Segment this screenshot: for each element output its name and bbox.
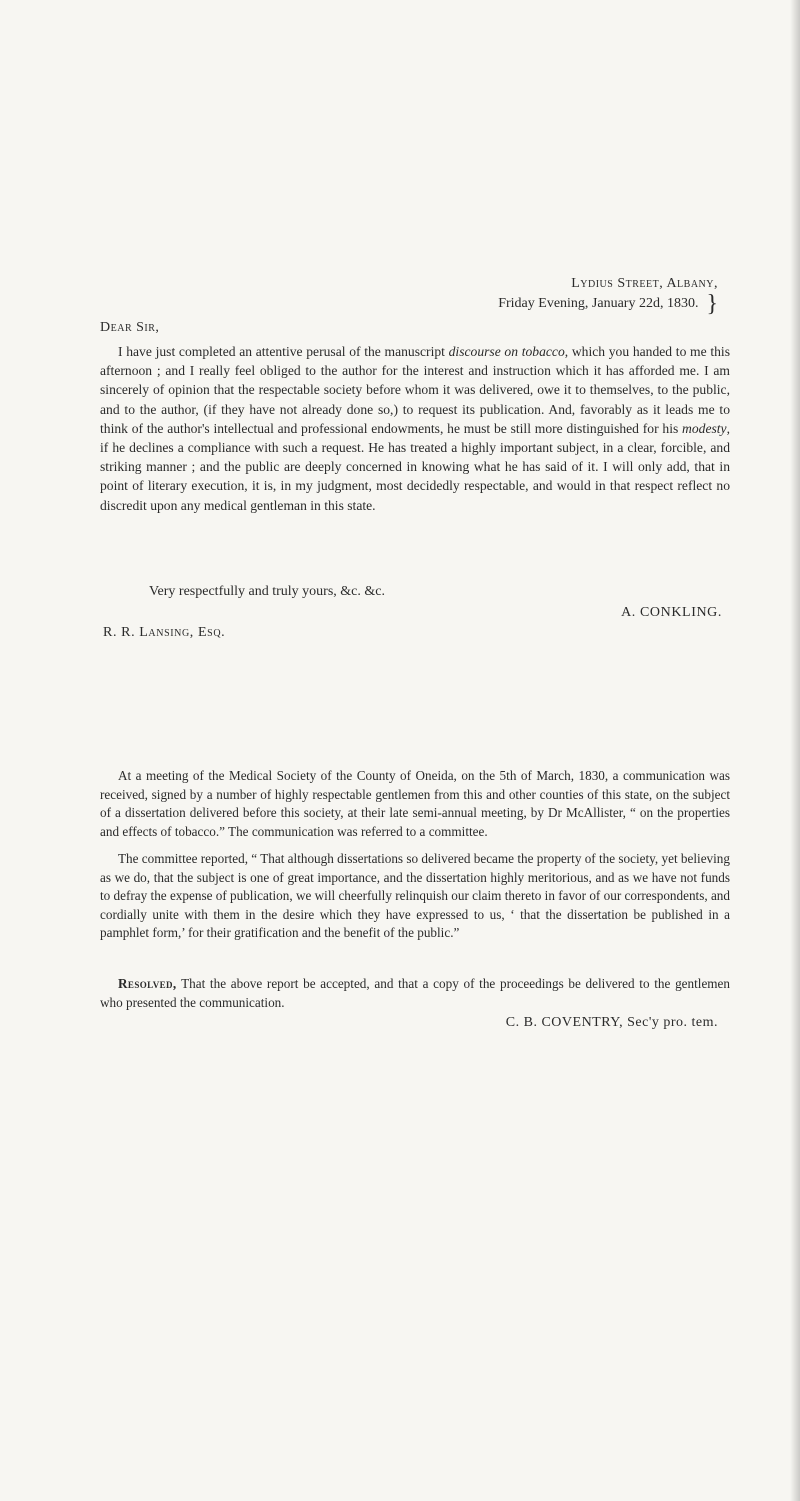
letter-body-part-3: , if he declines a compliance with such a request. He has treated a highly important subject, in a clear, forcible, and striking manner ; and the public are deeply concerned in knowing what he has said of it. I will only add, that in point of literary execution, it is, in my judgment, most decidedly respectable, and would in that respect reflect no discredit upon any medical gentleman in this state. — [100, 420, 730, 513]
brace-glyph: } — [706, 291, 718, 317]
resolved-text: That the above report be accepted, and that a copy of the proceedings be delivered to the gentlemen who presented the communication. — [100, 976, 730, 1010]
meeting-paragraph: At a meeting of the Medical Society of the County of Oneida, on the 5th of March, 1830, a communication was received, signed by a number of highly respectable gentlemen from this and other counties of this state, on the subject of a dissertation delivered before this society, at their late semi-annual meeting, by Dr McAllister, “ on the properties and effects of tobacco.” The communication was referred to a committee. — [100, 768, 730, 839]
date-text: Friday Evening, January 22d, 1830. — [498, 296, 699, 311]
letter-body-part-1: I have just completed an attentive perusal of the manuscript — [118, 344, 449, 359]
letter-body — [100, 342, 730, 515]
resolved-label: Resolved, — [118, 976, 177, 991]
letter-title-italic: discourse on tobacco — [448, 344, 565, 359]
letter-closing: Very respectfully and truly yours, &c. &c. — [149, 584, 385, 599]
letter-address — [571, 274, 718, 294]
secretary-signature: C. B. COVENTRY, Sec'y pro. tem. — [505, 1015, 718, 1030]
modesty-italic: modesty — [682, 420, 727, 436]
committee-report-paragraph: The committee reported, “ That although dissertations so delivered became the property of the society, yet believing as we do, that the subject is one of great importance, and the dissertation highly meritorious, and as we have not funds to defray the expense of publication, we will cheerfully relinquish our claim thereto in favor of our correspondents, and cordially unite with them in the desire which they have expressed to us, ‘ that the dissertation be published in a pamphlet form,’ for their gratification and the benefit of the public.” — [100, 851, 730, 940]
letter-body-part-2: , which you handed to me this afternoon ; and I really feel obliged to the author for the interest and instruction which it has afforded me. I am sincerely of opinion that the respectable society before whom it was delivered, owe it to themselves, to the public, and to the author, (if they have not already done so,) to request its publication. And, favorably as it leads me to think of the author's intellectual and professional endowments, he must be still more distinguished for his — [100, 344, 731, 436]
salutation: Dear Sir, — [100, 320, 160, 335]
address-text: Lydius Street, Albany, — [571, 276, 718, 291]
letter-recipient: R. R. Lansing, Esq. — [103, 625, 226, 640]
letter-signature: A. CONKLING. — [621, 605, 722, 620]
page-edge-shadow — [790, 0, 800, 1501]
letter-date — [498, 291, 718, 317]
resolution-paragraph — [100, 975, 730, 1012]
